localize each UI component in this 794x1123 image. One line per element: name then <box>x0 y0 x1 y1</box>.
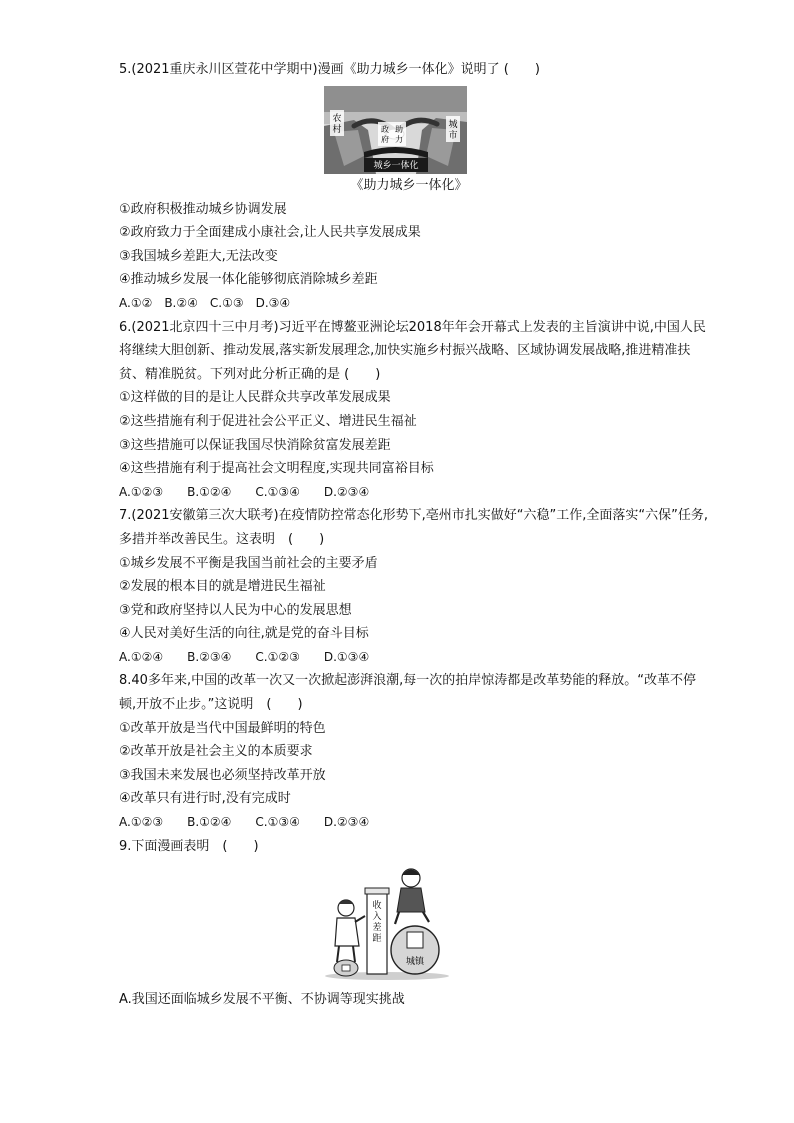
q9-option-a: A.我国还面临城乡发展不平衡、不协调等现实挑战 <box>119 992 405 1008</box>
q6-item-4: ④这些措施有利于提高社会文明程度,实现共同富裕目标 <box>119 461 434 477</box>
q7-item-2: ②发展的根本目的就是增进民生福祉 <box>119 579 326 595</box>
page-content <box>119 58 709 1012</box>
q6-stem: 6.(2021北京四十三中月考)习近平在博鳌亚洲论坛2018年年会开幕式上发表的主旨演讲中说,中国人民将继续大胆创新、推动发展,落实新发展理念,加快实施乡村振兴战略、区域协调发展战略,推进精准扶贫、精准脱贫。下列对此分析正确的是 ( ) <box>119 319 706 382</box>
q9-stem: 9.下面漫画表明 ( ) <box>119 838 259 854</box>
q8-item-2: ②改革开放是社会主义的本质要求 <box>119 744 313 760</box>
cartoon-left-label: 农村 <box>332 113 342 135</box>
q7-options: A.①②④ B.②③④ C.①②③ D.①③④ <box>119 649 370 664</box>
q5-item-3: ③我国城乡差距大,无法改变 <box>119 248 278 264</box>
cartoon-right-label: 城市 <box>448 119 458 141</box>
q5-stem: 5.(2021重庆永川区萱花中学期中)漫画《助力城乡一体化》说明了 ( ) <box>119 62 540 77</box>
q5-options: A.①② B.②④ C.①③ D.③④ <box>119 295 291 310</box>
q8-item-4: ④改革只有进行时,没有完成时 <box>119 791 291 807</box>
q7-item-4: ④人民对美好生活的向往,就是党的奋斗目标 <box>119 626 369 642</box>
q8-item-3: ③我国未来发展也必须坚持改革开放 <box>119 767 326 783</box>
q6-options: A.①②③ B.①②④ C.①③④ D.②③④ <box>119 484 370 499</box>
q5-item-2: ②政府致力于全面建成小康社会,让人民共享发展成果 <box>119 225 421 241</box>
cartoon-hand-label-1: 政府 <box>381 124 389 144</box>
cartoon-pillar-label: 收入差距 <box>372 901 382 945</box>
cartoon-bridge-label: 城乡一体化 <box>373 160 419 171</box>
q7-stem: 7.(2021安徽第三次大联考)在疫情防控常态化形势下,亳州市扎实做好“六稳”工作,全面落实“六保”任务,多措并举改善民生。这表明 ( ) <box>119 508 708 547</box>
q5-cartoon <box>324 86 467 174</box>
cartoon-coin-label: 城镇 <box>405 957 425 968</box>
cartoon-image <box>324 86 467 174</box>
q8-item-1: ①改革开放是当代中国最鲜明的特色 <box>119 720 326 736</box>
q7-item-3: ③党和政府坚持以人民为中心的发展思想 <box>119 602 352 618</box>
cartoon-image <box>319 864 449 982</box>
q5-item-1: ①政府积极推动城乡协调发展 <box>119 201 287 217</box>
q6-item-1: ①这样做的目的是让人民群众共享改革发展成果 <box>119 390 391 406</box>
q6-item-2: ②这些措施有利于促进社会公平正义、增进民生福祉 <box>119 413 417 429</box>
q5-item-4: ④推动城乡发展一体化能够彻底消除城乡差距 <box>119 272 378 288</box>
q8-options: A.①②③ B.①②④ C.①③④ D.②③④ <box>119 815 370 830</box>
q6-item-3: ③这些措施可以保证我国尽快消除贫富发展差距 <box>119 437 391 453</box>
q8-stem: 8.40多年来,中国的改革一次又一次掀起澎湃浪潮,每一次的拍岸惊涛都是改革势能的释放。“改革不停顿,开放不止步。”这说明 ( ) <box>119 673 696 713</box>
q5-caption: 《助力城乡一体化》 <box>350 177 468 193</box>
q7-item-1: ①城乡发展不平衡是我国当前社会的主要矛盾 <box>119 555 378 571</box>
q9-cartoon <box>319 864 449 982</box>
cartoon-hand-label-2: 助力 <box>395 124 403 144</box>
